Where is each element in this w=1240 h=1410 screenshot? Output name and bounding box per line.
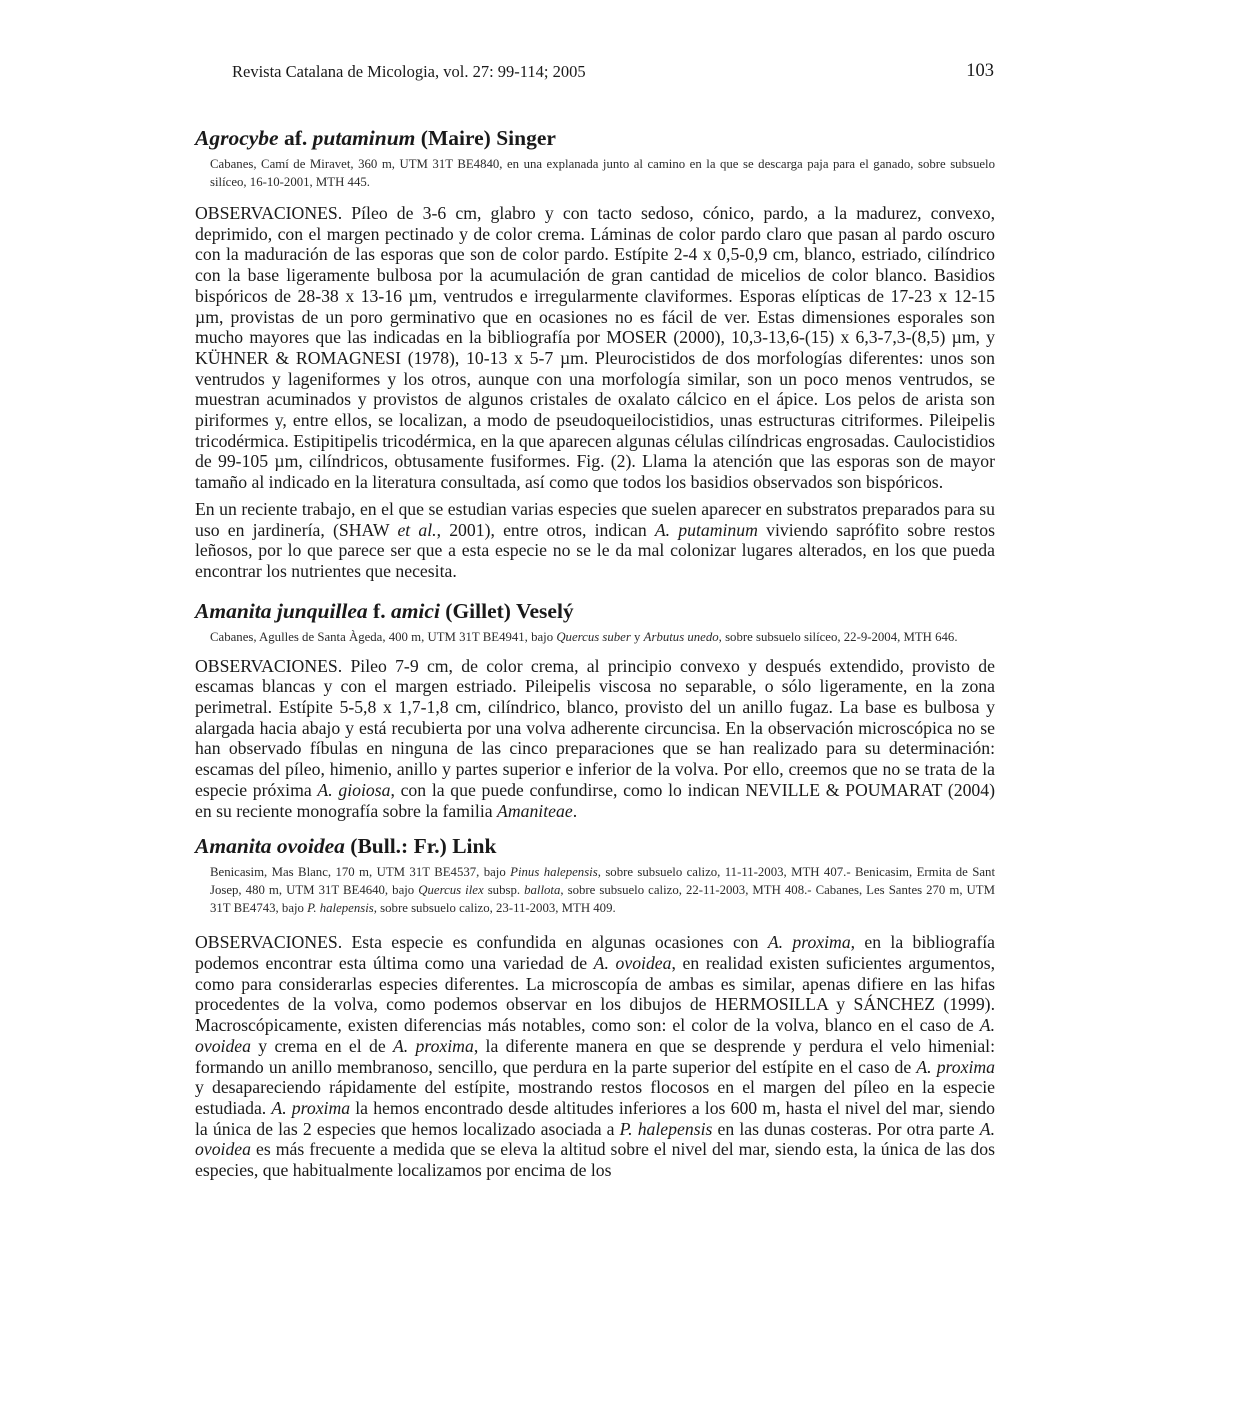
text-span: , en la bibliografía podemos encontrar esta última como una variedad de — [195, 932, 996, 973]
host-subspecies: ballota — [524, 883, 561, 898]
species-ref: A. gioiosa — [317, 779, 391, 800]
text-span: y — [634, 629, 641, 644]
species-ref: A. putaminum — [654, 519, 758, 540]
authority: (Bull.: Fr.) Link — [350, 834, 497, 859]
text-span: En un reciente trabajo, en el que se estudian varias especies que suelen aparecer en substratos preparados para su uso en jardinería, (SHAW — [195, 498, 995, 540]
text-span: , 2001), entre otros, indican — [436, 519, 647, 540]
text-span: la hemos encontrado desde altitudes inferiores a los 600 m, hasta el nivel del mar, siendo la única de las 2 especies que hemos localizado asociada a — [195, 1097, 995, 1139]
text-span: , la diferente manera en que se desprende y perdura el velo himenial: formando un anillo membranoso, sencillo, que perdura en la parte superior del estípite en el caso de — [195, 1035, 995, 1077]
text-span: , sobre subsuelo calizo, 11-11-2003, MTH 407.- Benicasim, Ermita de Sant Josep, 480 m, UTM 31T BE4640, bajo — [210, 865, 996, 898]
text-span: en las dunas costeras. Por otra parte — [717, 1118, 975, 1139]
species-ref: A. ovoidea — [195, 1015, 996, 1056]
genus-name: Agrocybe — [195, 126, 279, 150]
article-body — [195, 125, 995, 1181]
species-ref: A. proxima — [767, 932, 851, 953]
species-ref: A. proxima — [916, 1056, 995, 1077]
species-ref: A. proxima — [392, 1035, 474, 1056]
qualifier: af. — [283, 126, 308, 150]
text-span: , sobre subsuelo silíceo, 22-9-2004, MTH 646. — [718, 629, 958, 644]
page-number: 103 — [966, 61, 994, 81]
family-name: Amaniteae — [497, 800, 573, 821]
rank: f. — [373, 598, 386, 623]
host-species: Quercus ilex — [418, 883, 484, 898]
text-span: . — [572, 800, 578, 821]
text-span: y crema en el de — [258, 1035, 386, 1056]
species-ref: A. ovoidea — [593, 952, 672, 973]
locality-record: Cabanes, Camí de Miravet, 360 m, UTM 31T BE4840, en una explanada junto al camino en la que se descarga paja para el ganado, sobre subsuelo silíceo, 16-10-2001, MTH 445. — [210, 157, 995, 189]
text-span: , en realidad existen suficientes argumentos, como para considerarlas especies diferentes. La microscopía de ambas es similar, apenas difiere en las hifas procedentes de la volva, como podemos observar en los dibujos de HERMOSILLA y SÁNCHEZ (1999). Macroscópicamente, existen diferencias más notables, como son: el color de la volva, blanco en el caso de — [195, 952, 996, 1036]
text-span: OBSERVACIONES. Esta especie es confundida en algunas ocasiones con — [195, 932, 759, 953]
text-span: , sobre subsuelo calizo, 22-11-2003, MTH 408.- Cabanes, Les Santes 270 m, UTM 31T BE4743, bajo — [210, 883, 995, 916]
text-span: Benicasim, Mas Blanc, 170 m, UTM 31T BE4537, bajo — [210, 865, 506, 880]
epithet-name: putaminum — [312, 126, 416, 150]
locality-record — [210, 628, 995, 646]
species-heading-ovoidea — [195, 833, 995, 859]
species-name: Amanita junquillea — [195, 598, 368, 623]
authority: (Maire) Singer — [420, 126, 556, 150]
text-span: es más frecuente a medida que se eleva la altitud sobre el nivel del mar, siendo esta, la única de las dos especies, que habitualmente localizamos por encima de los — [195, 1139, 995, 1181]
text-span: viviendo saprófito sobre restos leñosos, por lo que parece ser que a esta especie no se le da mal colonizar lugares alterados, en los que pueda encontrar los nutrientes que necesita. — [195, 519, 996, 581]
italic-etal: et al. — [397, 519, 437, 540]
locality-record — [210, 863, 995, 917]
journal-citation: Revista Catalana de Micologia, vol. 27: 99-114; 2005 — [232, 62, 586, 81]
text-span: , sobre subsuelo calizo, 23-11-2003, MTH 409. — [373, 901, 616, 916]
form-name: amici — [390, 598, 440, 623]
species-ref: A. proxima — [271, 1097, 351, 1118]
species-ref: P. halepensis — [619, 1118, 713, 1139]
species-ref: A. ovoidea — [195, 1118, 996, 1160]
observations-paragraph — [195, 932, 995, 1180]
species-heading-junquillea — [195, 598, 995, 624]
text-span: OBSERVACIONES. Pileo 7-9 cm, de color crema, al principio convexo y después extendido, provisto de escamas blancas y con el margen estriado. Pileipelis viscosa no separable, o sólo ligeramente, en la zona perimetral. Estípite 5-5,8 x 1,7-1,8 cm, cilíndrico, blanco, provisto del un anillo fugaz. La base es bulbosa y alargada hacia abajo y está recubierta por una volva adherente circuncisa. En la observación microscópica no se han observado fíbulas en ninguna de las cinco preparaciones que se han realizado para su determinación: escamas del píleo, himenio, anillo y partes superior e inferior de la volva. Por ello, creemos que no se trata de la especie próxima — [195, 655, 995, 800]
host-species: Quercus suber — [556, 629, 631, 644]
observations-paragraph: OBSERVACIONES. Píleo de 3-6 cm, glabro y con tacto sedoso, cónico, pardo, a la madurez, convexo, deprimido, con el margen pectinado y de color crema. Láminas de color pardo claro que pasan al pardo oscuro con la maduración de las esporas que son de color pardo. Estípite 2-4 x 0,5-0,9 cm, blanco, estriado, cilíndrico con la base ligeramente bulbosa por la acumulación de gran cantidad de micelios de color blanco. Basidios bispóricos de 28-38 x 13-16 µm, ventrudos e irregularmente claviformes. Esporas elípticas de 17-23 x 12-15 µm, provistas de un poro germinativo que en ocasiones no es fácil de ver. Estas dimensiones esporales son mucho mayores que las indicadas en la bibliografía por MOSER (2000), 10,3-13,6-(15) x 6,3-7,3-(8,5) µm, y KÜHNER & ROMAGNESI (1978), 10-13 x 5-7 µm. Pleurocistidos de dos morfologías diferentes: unos son ventrudos y lageniformes y los otros, aunque con una morfología similar, son un poco menos ventrudos, se muestran acuminados y provistos de algunos cristales de oxalato cálcico en el ápice. Los pelos de arista son piriformes y, entre ellos, se localizan, a modo de pseudoqueilocistidios, unas estructuras citriformes. Pileipelis tricodérmica. Estipitipelis tricodérmica, en la que aparecen algunas células cilíndricas engrosadas. Caulocistidios de 99-105 µm, cilíndricos, obtusamente fusiformes. Fig. (2). Llama la atención que las esporas son de mayor tamaño al indicado en la literatura consultada, así como que todos los basidios observados son bispóricos. — [195, 203, 995, 493]
host-species: Arbutus unedo — [643, 629, 719, 644]
text-span: y desapareciendo rápidamente del estípite, mostrando restos flocosos en el margen del píleo en la especie estudiada. — [195, 1077, 995, 1118]
discussion-paragraph — [195, 499, 995, 582]
authority: (Gillet) Veselý — [445, 598, 574, 623]
species-name: Amanita ovoidea — [195, 834, 345, 859]
text-span: , con la que puede confundirse, como lo indican NEVILLE & POUMARAT (2004) en su reciente monografía sobre la familia — [195, 779, 996, 821]
host-species: Pinus halepensis — [510, 865, 598, 880]
text-span: Cabanes, Agulles de Santa Àgeda, 400 m, UTM 31T BE4941, bajo — [210, 629, 554, 644]
observations-paragraph — [195, 656, 995, 822]
species-heading-agrocybe — [195, 125, 995, 151]
running-header — [232, 62, 994, 86]
text-span: subsp. — [487, 883, 521, 898]
host-species: P. halepensis — [307, 901, 374, 916]
